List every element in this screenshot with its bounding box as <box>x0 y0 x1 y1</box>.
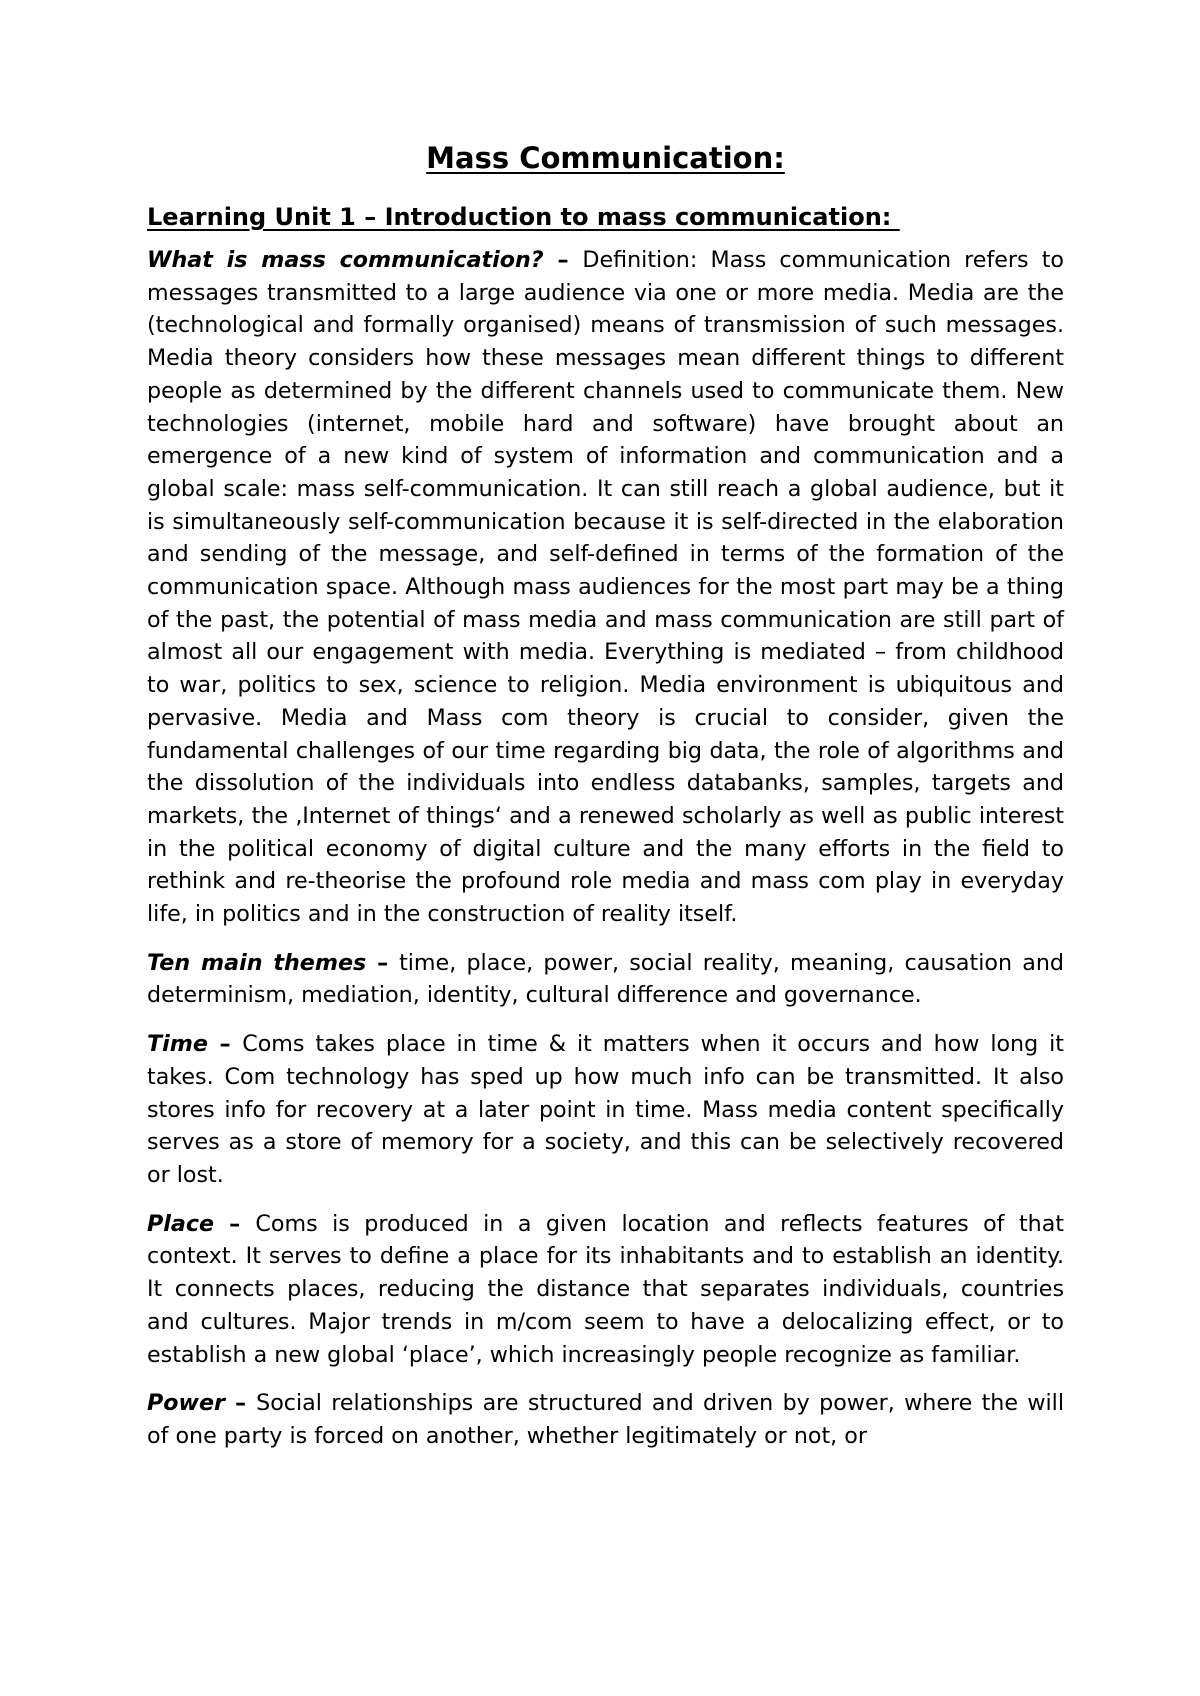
document-title: Mass Communication: <box>426 141 785 175</box>
term-dash: – <box>207 1031 243 1058</box>
term-dash: – <box>214 1210 256 1237</box>
term-time: Time <box>147 1031 208 1058</box>
paragraph-text: Social relationships are structured and driven by power, where the will of one party is forced on another, whether legitimately or not, or <box>147 1390 1065 1449</box>
paragraph-ten-main-themes <box>147 947 1064 1012</box>
paragraph-time <box>147 1028 1064 1192</box>
paragraph-power <box>147 1387 1064 1452</box>
term-power: Power <box>147 1390 225 1417</box>
term-place: Place <box>147 1210 215 1237</box>
term-ten-main-themes: Ten main themes <box>147 949 367 976</box>
paragraph-place <box>147 1208 1064 1372</box>
term-dash: – <box>366 949 400 976</box>
paragraph-text: Definition: Mass communication refers to messages transmitted to a large audience via one or more media. Media are the (technological and formally organised) means of transmission of such messages. Media theory considers how these messages mean different things to different people as determined by the different channels used to communicate them. New technologies (internet, mobile hard and software) have brought about an emergence of a new kind of system of information and communication and a global scale: mass self-communication. It can still reach a global audience, but it is simultaneously self-communication because it is self-directed in the elaboration and sending of the message, and self-defined in terms of the formation of the communication space. Although mass audiences for the most part may be a thing of the past, the potential of mass media and mass communication are still part of almost all our engagement with media. Everything is mediated – from childhood to war, politics to sex, science to religion. Media environment is ubiquitous and pervasive. Media and Mass com theory is crucial to consider, given the fundamental challenges of our time regarding big data, the role of algorithms and the dissolution of the individuals into endless databanks, samples, targets and markets, the ‚Internet of things‘ and a renewed scholarly as well as public interest in the political economy of digital culture and the many efforts in the field to rethink and re-theorise the profound role media and mass com play in everyday life, in politics and in the construction of reality itself. <box>147 247 1064 928</box>
document-page <box>147 140 1064 1469</box>
paragraph-text: Coms takes place in time & it matters when it occurs and how long it takes. Com technology has sped up how much info can be transmitted. It also stores info for recovery at a later point in time. Mass media content specifically serves as a store of memory for a society, and this can be selectively recovered or lost. <box>147 1031 1064 1188</box>
term-what-is-mass-communication: What is mass communication? <box>147 247 544 273</box>
term-dash: – <box>225 1390 257 1417</box>
paragraph-text: Coms is produced in a given location and reflects features of that context. It serves to define a place for its inhabitants and to establish an identity. It connects places, reducing the distance that separates individuals, countries and cultures. Major trends in m/com seem to have a delocalizing effect, or to establish a new global ‘place’, which increasingly people recognize as familiar. <box>147 1210 1065 1368</box>
term-dash: – <box>543 247 583 273</box>
unit-heading: Learning Unit 1 – Introduction to mass communication: <box>147 203 900 231</box>
paragraph-definition <box>147 244 1064 931</box>
paragraph-text: time, place, power, social reality, meaning, causation and determinism, mediation, identity, cultural difference and governance. <box>147 949 1064 1009</box>
